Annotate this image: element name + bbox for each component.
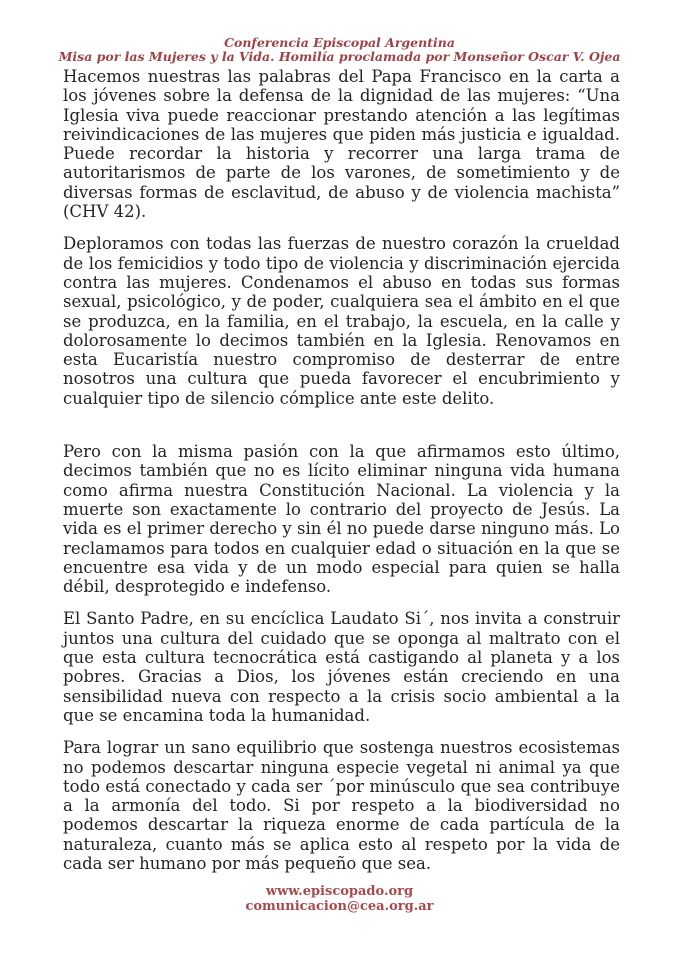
homily-body (63, 67, 620, 873)
paragraph-vida-humana: Pero con la misma pasión con la que afirmamos esto último, decimos también que no es lícito eliminar ninguna vida humana como afirma nuestra Constitución Nacional. La violencia y la muerte son exactamente lo contrario del proyecto de Jesús. La vida es el primer derecho y sin él no puede darse ninguno más. Lo reclamamos para todos en cualquier edad o situación en la que se encuentre esa vida y de un modo especial para quien se halla débil, desprotegido e indefenso. (63, 442, 620, 597)
footer-website: www.episcopado.org (265, 884, 414, 900)
document-footer (0, 884, 679, 914)
paragraph-laudato-si: El Santo Padre, en su encíclica Laudato Si´, nos invita a construir juntos una cultura del cuidado que se oponga al maltrato con el que esta cultura tecnocrática está castigando al planeta y a los pobres. Gracias a Dios, los jóvenes están creciendo en una sensibilidad nueva con respecto a la crisis socio ambiental a la que se encamina toda la humanidad. (63, 609, 620, 725)
paragraph-femicidios: Deploramos con todas las fuerzas de nuestro corazón la crueldad de los femicidios y todo tipo de violencia y discriminación ejercida contra las mujeres. Condenamos el abuso en todas sus formas sexual, psicológico, y de poder, cualquiera sea el ámbito en el que se produzca, en la familia, en el trabajo, la escuela, en la calle y dolorosamente lo decimos también en la Iglesia. Renovamos en esta Eucaristía nuestro compromiso de desterrar de entre nosotros una cultura que pueda favorecer el encubrimiento y cualquier tipo de silencio cómplice ante este delito. (63, 234, 620, 408)
paragraph-ecosistemas: Para lograr un sano equilibrio que sostenga nuestros ecosistemas no podemos descartar ninguna especie vegetal ni animal ya que todo está conectado y cada ser ´por minúsculo que sea contribuye a la armonía del todo. Si por respeto a la biodiversidad no podemos descartar la riqueza enorme de cada partícula de la naturaleza, cuanto más se aplica esto al respeto por la vida de cada ser humano por más pequeño que sea. (63, 738, 620, 873)
footer-email: comunicacion@cea.org.ar (245, 899, 434, 915)
paragraph-papa-francisco: Hacemos nuestras las palabras del Papa Francisco en la carta a los jóvenes sobre la defensa de la dignidad de las mujeres: “Una Iglesia viva puede reaccionar prestando atención a las legítimas reivindicaciones de las mujeres que piden más justicia e igualdad. Puede recordar la historia y recorrer una larga trama de autoritarismos de parte de los varones, de sometimiento y de diversas formas de esclavitud, de abuso y de violencia machista” (CHV 42). (63, 67, 620, 222)
organization-title: Conferencia Episcopal Argentina (224, 35, 455, 50)
document-subtitle: Misa por las Mujeres y la Vida. Homilía proclamada por Monseñor Oscar V. Ojea (58, 49, 621, 64)
document-header (0, 0, 679, 64)
